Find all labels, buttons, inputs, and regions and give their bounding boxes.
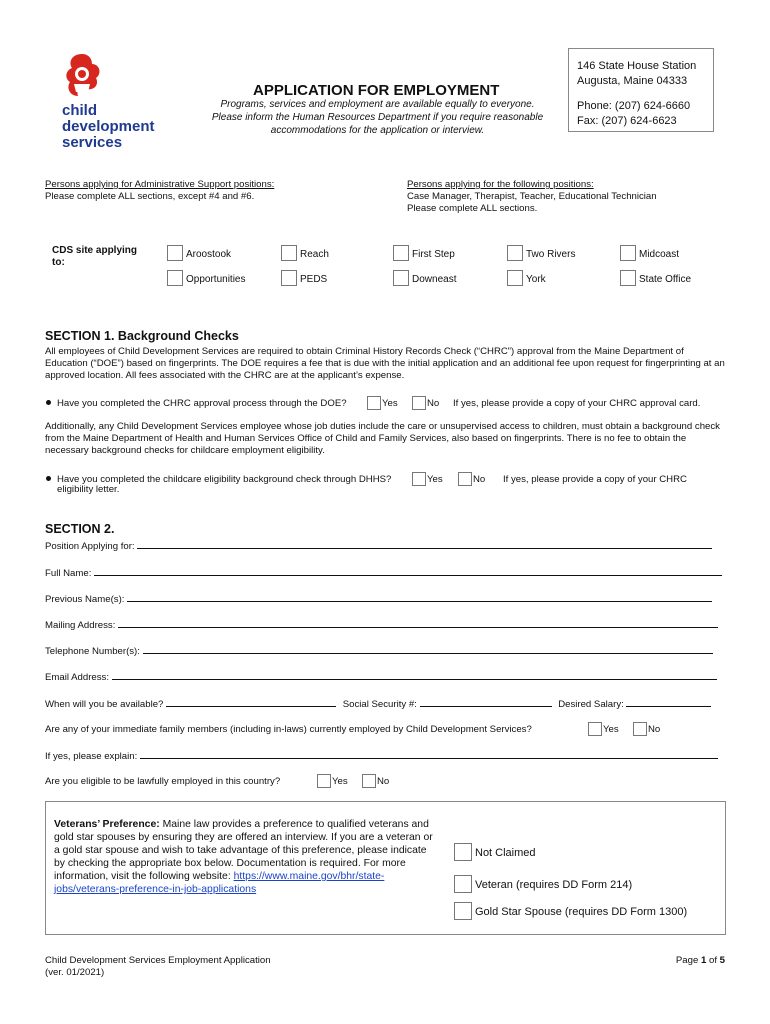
section1-para2: Additionally, any Child Development Services employee whose job duties include the care or unsupervised access to children, must obtain a background check from the Maine Department of Health and Human Services Office of Child and Family Services, also based on fingerprints. There is no fee to obtain the necessary background checks for childcare employment eligibility.: [45, 421, 720, 456]
ssn-label: Social Security #:: [342, 699, 417, 710]
checkbox[interactable]: [620, 245, 636, 261]
veterans-text: [54, 818, 439, 896]
section2-heading: SECTION 2.: [45, 522, 115, 536]
email-field[interactable]: [45, 671, 725, 683]
checkbox[interactable]: [167, 270, 183, 286]
mailing-address-label: Mailing Address:: [45, 620, 116, 631]
site-option-label: PEDS: [300, 274, 328, 285]
logo-text-2: development: [62, 118, 155, 135]
full-name-label: Full Name:: [45, 568, 92, 579]
site-option-label: Midcoast: [639, 249, 680, 260]
chrc-no-label: No: [427, 398, 440, 409]
email-label: Email Address:: [45, 672, 109, 683]
availability-row: [45, 698, 725, 710]
not-claimed-checkbox[interactable]: [454, 843, 472, 861]
eligible-no-checkbox[interactable]: [362, 774, 376, 788]
admin-positions: [45, 179, 365, 203]
page-of: of: [706, 955, 720, 966]
salary-input[interactable]: [626, 698, 711, 707]
explain-field[interactable]: [45, 750, 725, 762]
dhhs-question-text: Have you completed the childcare eligibility background check through DHHS?: [57, 474, 392, 485]
checkbox[interactable]: [620, 270, 636, 286]
ssn-input[interactable]: [420, 698, 552, 707]
admin-heading: Persons applying for Administrative Support positions:: [45, 179, 275, 190]
section1-para1: All employees of Child Development Services are required to obtain Criminal History Records Check (“CHRC”) approval from the Maine Department of Education (“DOE”) based on fingerprints. The DOE requires a fee that is due with the initial application and an additional fee upon request for fingerprinting at an approved location. All fees associated with the CHRC are at the applicant’s expense.: [45, 346, 725, 381]
telephone-field[interactable]: [45, 645, 725, 657]
mailing-address-input[interactable]: [118, 619, 718, 628]
dhhs-note: If yes, please provide a copy of your CHRC: [503, 474, 687, 485]
site-option-label: Downeast: [412, 274, 457, 285]
veterans-box: [45, 801, 726, 935]
veteran-label: Veteran (requires DD Form 214): [475, 879, 633, 891]
chrc-no-checkbox[interactable]: [412, 396, 426, 410]
logo: [58, 52, 168, 152]
logo-text-1: child: [62, 102, 98, 119]
full-name-field[interactable]: [45, 567, 725, 579]
available-label: When will you be available?: [45, 699, 164, 710]
chrc-note: If yes, please provide a copy of your CHRC approval card.: [453, 398, 701, 409]
page-total: 5: [719, 955, 725, 966]
email-input[interactable]: [112, 671, 717, 680]
dhhs-note-cont: eligibility letter.: [57, 484, 120, 495]
full-name-input[interactable]: [94, 567, 722, 576]
section1-heading: SECTION 1. Background Checks: [45, 329, 239, 343]
page-number: [640, 955, 725, 966]
dhhs-question: [45, 474, 735, 498]
explain-label: If yes, please explain:: [45, 751, 138, 762]
contact-box: [568, 48, 714, 132]
page-title: APPLICATION FOR EMPLOYMENT: [253, 82, 500, 99]
address-line-1: 146 State House Station: [577, 60, 697, 72]
veterans-link[interactable]: https://www.maine.gov/bhr/state-jobs/veterans-preference-in-job-applications: [54, 871, 385, 895]
site-label: CDS site applying to:: [52, 245, 138, 268]
other-heading: Persons applying for the following positions:: [407, 179, 594, 190]
checkbox[interactable]: [507, 245, 523, 261]
footer-version: (ver. 01/2021): [45, 967, 105, 978]
not-claimed-label: Not Claimed: [475, 847, 536, 859]
family-no-label: No: [648, 724, 661, 735]
explain-input[interactable]: [140, 750, 718, 759]
site-option-label: First Step: [412, 249, 455, 260]
salary-label: Desired Salary:: [558, 699, 624, 710]
family-no-checkbox[interactable]: [633, 722, 647, 736]
dhhs-yes-checkbox[interactable]: [412, 472, 426, 486]
previous-names-input[interactable]: [127, 593, 712, 602]
position-input[interactable]: [137, 540, 712, 549]
page-prefix: Page: [675, 955, 701, 966]
telephone-input[interactable]: [143, 645, 713, 654]
veterans-body: Maine law provides a preference to qualified veterans and gold star spouses by ensuring they are offered an interview. If you are a veteran or a gold star spouse and wish to take advantage of this preference, please indicate by checking the appropriate box below. Documentation is required. For more information, visit the following website:: [54, 819, 433, 882]
site-option-label: State Office: [639, 274, 692, 285]
eligible-yes-checkbox[interactable]: [317, 774, 331, 788]
site-option-label: Two Rivers: [526, 249, 576, 260]
other-positions: [407, 179, 727, 215]
site-option-label: Reach: [300, 249, 329, 260]
checkbox[interactable]: [393, 245, 409, 261]
dhhs-yes-label: Yes: [427, 474, 443, 485]
family-yes-label: Yes: [603, 724, 619, 735]
footer-left: [45, 955, 271, 979]
admin-text: Please complete ALL sections, except #4 and #6.: [45, 191, 255, 202]
dhhs-no-label: No: [473, 474, 486, 485]
position-label: Position Applying for:: [45, 541, 135, 552]
chrc-yes-label: Yes: [382, 398, 398, 409]
page-subtitle: Programs, services and employment are available equally to everyone. Please inform the Human Resources Department if you require reasonable accommodations for the application or interview.: [211, 99, 544, 136]
available-input[interactable]: [166, 698, 336, 707]
veteran-checkbox[interactable]: [454, 875, 472, 893]
checkbox[interactable]: [281, 245, 297, 261]
address-line-2: Augusta, Maine 04333: [577, 75, 688, 87]
bullet-icon: [46, 400, 51, 405]
telephone-label: Telephone Number(s):: [45, 646, 140, 657]
gold-star-label: Gold Star Spouse (requires DD Form 1300): [475, 906, 688, 918]
site-option-label: Opportunities: [186, 274, 246, 285]
bullet-icon: [46, 476, 51, 481]
veterans-heading: Veterans’ Preference:: [54, 819, 160, 830]
eligible-no-label: No: [377, 776, 390, 787]
previous-names-label: Previous Name(s):: [45, 594, 125, 605]
phone: Phone: (207) 624-6660: [577, 100, 691, 112]
position-field[interactable]: [45, 540, 720, 552]
chrc-question-text: Have you completed the CHRC approval process through the DOE?: [57, 398, 347, 409]
family-yes-checkbox[interactable]: [588, 722, 602, 736]
dhhs-no-checkbox[interactable]: [458, 472, 472, 486]
eligible-question-text: Are you eligible to be lawfully employed in this country?: [45, 776, 281, 787]
site-option-label: Aroostook: [186, 249, 232, 260]
other-text: Please complete ALL sections.: [407, 203, 538, 214]
mailing-address-field[interactable]: [45, 619, 725, 631]
fax: Fax: (207) 624-6623: [577, 115, 677, 127]
previous-names-field[interactable]: [45, 593, 725, 605]
footer-title: Child Development Services Employment Application: [45, 955, 271, 966]
family-question: [45, 724, 735, 738]
checkbox[interactable]: [507, 270, 523, 286]
checkbox[interactable]: [393, 270, 409, 286]
checkbox[interactable]: [281, 270, 297, 286]
family-question-text: Are any of your immediate family members (including in-laws) currently employed by Child Development Services?: [45, 724, 532, 735]
gold-star-checkbox[interactable]: [454, 902, 472, 920]
chrc-yes-checkbox[interactable]: [367, 396, 381, 410]
chrc-question: [45, 398, 735, 412]
site-option-label: York: [526, 274, 546, 285]
eligible-yes-label: Yes: [332, 776, 348, 787]
logo-text-3: services: [62, 134, 123, 151]
page-current: 1: [700, 955, 707, 966]
eligible-question: [45, 776, 445, 790]
checkbox[interactable]: [167, 245, 183, 261]
other-list: Case Manager, Therapist, Teacher, Educational Technician: [407, 191, 657, 202]
cds-logo-icon: [62, 52, 102, 100]
